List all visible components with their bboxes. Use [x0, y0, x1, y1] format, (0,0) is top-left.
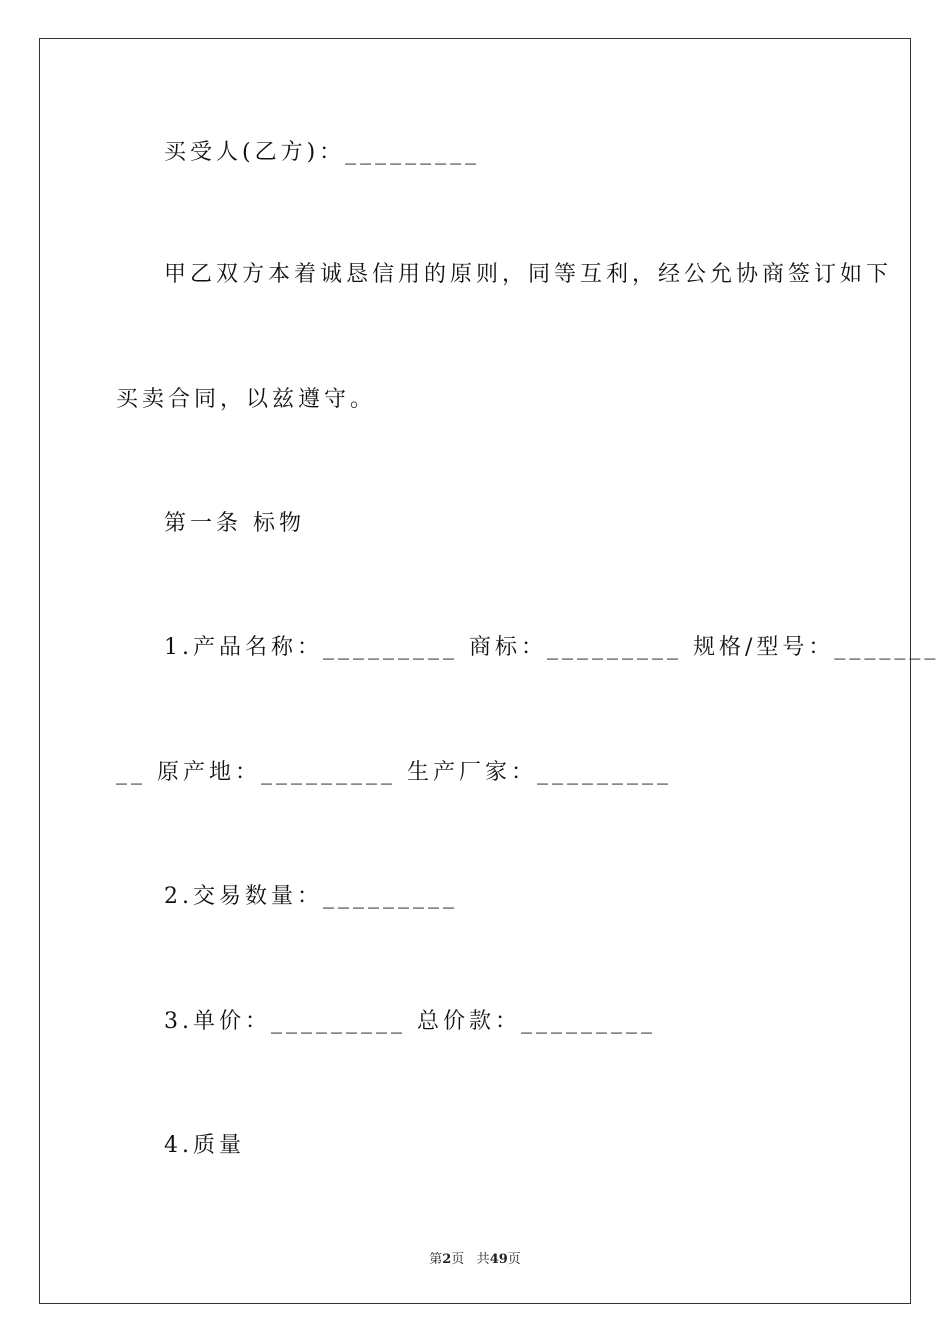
page-footer — [0, 1248, 950, 1267]
footer-total-prefix: 共 — [476, 1252, 490, 1267]
product-name-line: 1.产品名称：_________ 商标：_________ 规格/型号：_______ — [164, 635, 940, 660]
quality-line: 4.质量 — [164, 1133, 245, 1158]
origin-maker-line: __ 原产地：_________ 生产厂家：_________ — [116, 760, 672, 785]
footer-prefix: 第 — [429, 1252, 443, 1267]
preamble-line-2: 买卖合同，以兹遵守。 — [116, 387, 377, 412]
footer-page-suffix: 页 — [451, 1252, 465, 1267]
article-one-heading: 第一条 标物 — [164, 511, 305, 536]
preamble-line-1: 甲乙双方本着诚恳信用的原则，同等互利，经公允协商签订如下 — [164, 262, 893, 287]
quantity-line: 2.交易数量：_________ — [164, 884, 458, 909]
footer-page-number: 2 — [442, 1252, 452, 1267]
footer-total-pages: 49 — [489, 1252, 508, 1267]
page-frame — [39, 38, 911, 1304]
footer-total-suffix: 页 — [507, 1252, 521, 1267]
price-line: 3.单价：_________ 总价款：_________ — [164, 1009, 656, 1034]
buyer-line: 买受人(乙方)：_________ — [164, 140, 481, 165]
